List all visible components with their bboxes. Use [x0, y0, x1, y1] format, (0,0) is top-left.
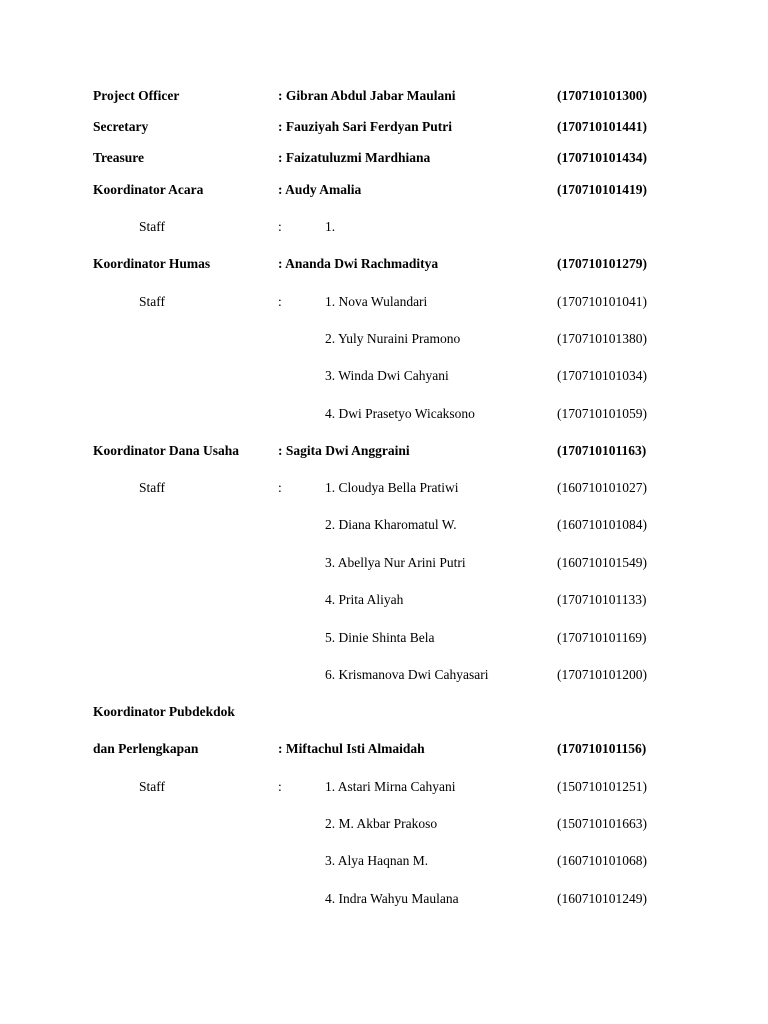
- colon-separator: :: [278, 219, 282, 234]
- student-id: (170710101380): [557, 331, 647, 346]
- staff-label: Staff: [139, 779, 165, 794]
- member-name: 3. Alya Haqnan M.: [325, 853, 429, 868]
- officer-row: [0, 254, 768, 274]
- role-label: Koordinator Humas: [93, 256, 211, 271]
- student-id: (170710101059): [557, 406, 647, 421]
- student-id: (160710101084): [557, 517, 647, 532]
- student-id: (170710101279): [557, 256, 647, 271]
- role-label: Koordinator Acara: [93, 182, 204, 197]
- member-name: 5. Dinie Shinta Bela: [325, 630, 435, 645]
- officer-row: [0, 117, 768, 137]
- member-row: [0, 665, 768, 685]
- officer-row: [0, 148, 768, 168]
- member-row: [0, 628, 768, 648]
- officer-name: : Miftachul Isti Almaidah: [278, 741, 425, 756]
- member-name: 4. Dwi Prasetyo Wicaksono: [325, 406, 475, 421]
- officer-row: [0, 180, 768, 200]
- role-label: Koordinator Dana Usaha: [93, 443, 240, 458]
- student-id: (170710101041): [557, 294, 647, 309]
- staff-row: [0, 478, 768, 498]
- student-id: (160710101027): [557, 480, 647, 495]
- member-name: 2. Yuly Nuraini Pramono: [325, 331, 461, 346]
- officer-name: : Faizatuluzmi Mardhiana: [278, 150, 431, 165]
- member-row: [0, 515, 768, 535]
- member-row: [0, 814, 768, 834]
- officer-row: [0, 441, 768, 461]
- role-label: Koordinator Pubdekdok: [93, 704, 235, 719]
- officer-name: : Gibran Abdul Jabar Maulani: [278, 88, 456, 103]
- officer-name: : Audy Amalia: [278, 182, 362, 197]
- colon-separator: :: [278, 294, 282, 309]
- student-id: (170710101133): [557, 592, 647, 607]
- officer-name: : Sagita Dwi Anggraini: [278, 443, 410, 458]
- officer-row: [0, 702, 768, 722]
- officer-row: [0, 86, 768, 106]
- student-id: (160710101068): [557, 853, 647, 868]
- member-row: [0, 889, 768, 909]
- student-id: (150710101663): [557, 816, 647, 831]
- member-row: [0, 329, 768, 349]
- colon-separator: :: [278, 480, 282, 495]
- officer-name: : Ananda Dwi Rachmaditya: [278, 256, 439, 271]
- student-id: (170710101163): [557, 443, 647, 458]
- officer-row: [0, 739, 768, 759]
- student-id: (170710101200): [557, 667, 647, 682]
- member-name: 2. Diana Kharomatul W.: [325, 517, 457, 532]
- member-row: [0, 553, 768, 573]
- member-row: [0, 851, 768, 871]
- member-name: 3. Winda Dwi Cahyani: [325, 368, 449, 383]
- student-id: (160710101549): [557, 555, 647, 570]
- staff-label: Staff: [139, 219, 165, 234]
- staff-label: Staff: [139, 294, 165, 309]
- staff-row: [0, 777, 768, 797]
- staff-label: Staff: [139, 480, 165, 495]
- role-label: Secretary: [93, 119, 149, 134]
- student-id: (170710101034): [557, 368, 647, 383]
- student-id: (170710101434): [557, 150, 647, 165]
- staff-row: [0, 292, 768, 312]
- member-name: 1. Cloudya Bella Pratiwi: [325, 480, 459, 495]
- member-row: [0, 590, 768, 610]
- member-row: [0, 366, 768, 386]
- colon-separator: :: [278, 779, 282, 794]
- student-id: (170710101441): [557, 119, 647, 134]
- student-id: (170710101169): [557, 630, 647, 645]
- student-id: (170710101156): [557, 741, 647, 756]
- role-label: Project Officer: [93, 88, 180, 103]
- student-id: (150710101251): [557, 779, 647, 794]
- student-id: (170710101419): [557, 182, 647, 197]
- member-name: 4. Prita Aliyah: [325, 592, 404, 607]
- member-name: 1.: [325, 219, 336, 234]
- student-id: (160710101249): [557, 891, 647, 906]
- student-id: (170710101300): [557, 88, 647, 103]
- role-label: Treasure: [93, 150, 144, 165]
- officer-name: : Fauziyah Sari Ferdyan Putri: [278, 119, 452, 134]
- member-name: 3. Abellya Nur Arini Putri: [325, 555, 466, 570]
- staff-row: [0, 217, 768, 237]
- member-row: [0, 404, 768, 424]
- member-name: 4. Indra Wahyu Maulana: [325, 891, 459, 906]
- role-label: dan Perlengkapan: [93, 741, 199, 756]
- member-name: 6. Krismanova Dwi Cahyasari: [325, 667, 489, 682]
- member-name: 1. Astari Mirna Cahyani: [325, 779, 456, 794]
- member-name: 1. Nova Wulandari: [325, 294, 428, 309]
- member-name: 2. M. Akbar Prakoso: [325, 816, 438, 831]
